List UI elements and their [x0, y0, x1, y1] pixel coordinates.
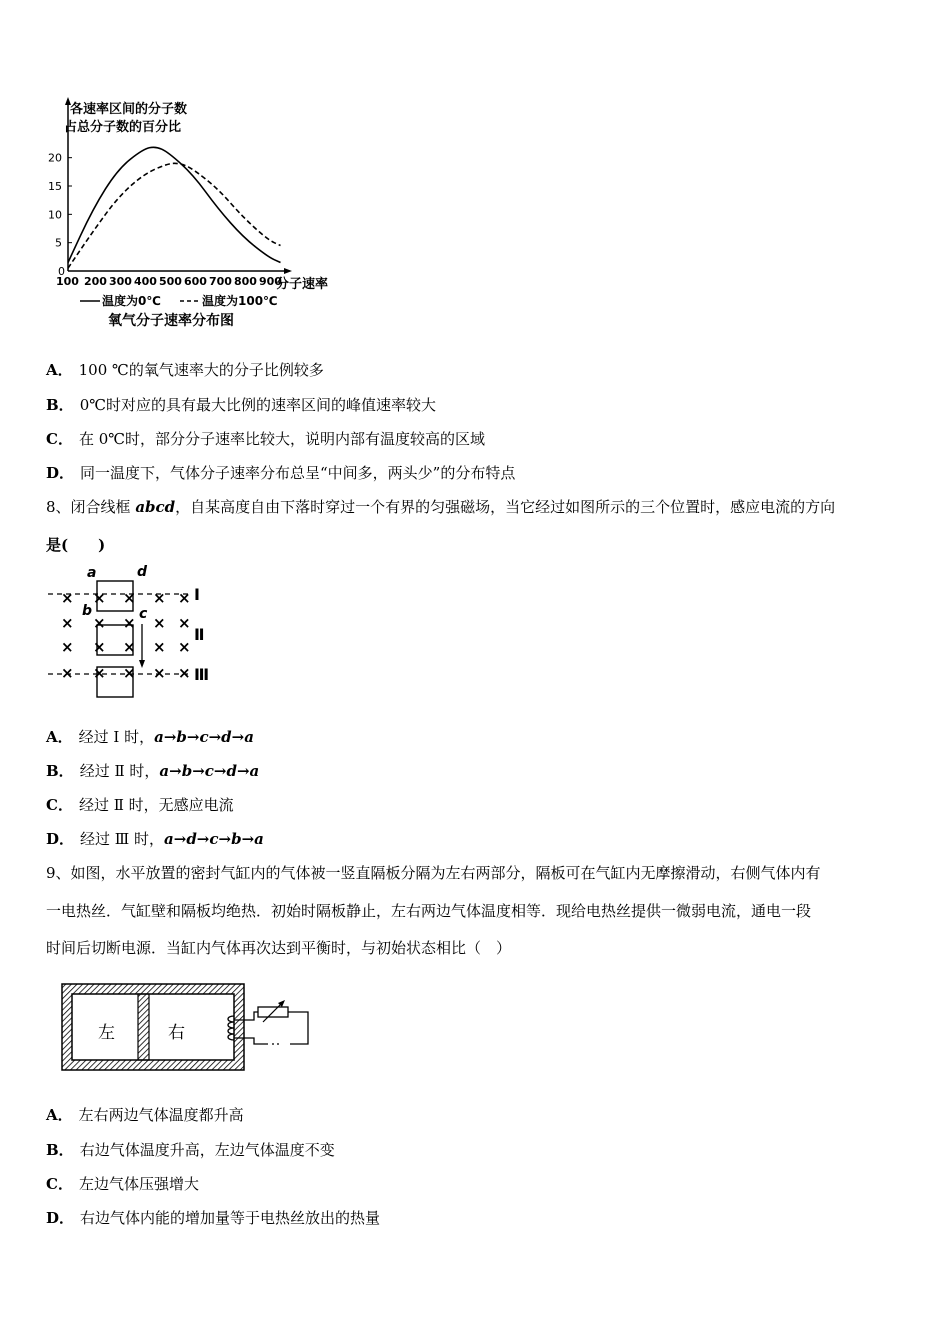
q8-option-d[interactable] — [46, 829, 264, 849]
y-tick-label: 20 — [48, 151, 62, 165]
q8-option-b[interactable] — [46, 761, 259, 781]
y-tick-label: 15 — [48, 180, 62, 193]
corner-label-d: d — [137, 564, 148, 580]
q7-option-a-label: A． — [46, 361, 73, 379]
field-cross-icon: × — [61, 589, 74, 607]
fall-direction-arrowhead — [139, 660, 145, 668]
q7-option-d-label: D． — [46, 464, 75, 482]
field-cross-icon: × — [93, 664, 106, 682]
q7-option-b-text: 0℃时对应的具有最大比例的速率区间的峰值速率较大 — [79, 396, 437, 414]
q7-option-d[interactable] — [46, 463, 515, 483]
q7-option-b-label: B． — [46, 396, 74, 414]
field-cross-icon: × — [178, 589, 191, 607]
field-cross-icon: × — [93, 614, 106, 632]
q8-stem-line1 — [46, 497, 835, 517]
q8-option-a[interactable] — [46, 727, 254, 747]
q9-option-c-text: 左边气体压强增大 — [78, 1175, 199, 1193]
q9-cylinder-figure — [58, 980, 318, 1075]
partition-plate — [138, 994, 149, 1060]
q8-option-b-label: B． — [46, 762, 74, 780]
chart-title: 氧气分子速率分布图 — [108, 313, 234, 329]
q8-option-a-text: 经过 Ⅰ 时， — [78, 728, 155, 746]
x-tick-label: 800 — [234, 275, 257, 288]
q8-magnetic-field-figure — [40, 562, 220, 704]
q7-option-b[interactable] — [46, 395, 436, 415]
region-label-2: Ⅱ — [194, 625, 205, 644]
q9-stem-line3: 时间后切断电源．当缸内气体再次达到平衡时，与初始状态相比（ ） — [46, 939, 512, 957]
chart-ylabel-line1: 各速率区间的分子数 — [70, 102, 188, 117]
heating-coil-icon — [228, 1016, 234, 1040]
corner-label-c: c — [139, 606, 148, 622]
legend-dashed-label: 温度为100℃ — [202, 294, 278, 308]
region-label-1: Ⅰ — [194, 585, 200, 604]
y-tick-label: 10 — [48, 208, 62, 222]
series-line-0c — [68, 147, 281, 262]
q9-stem-line2: 一电热丝．气缸壁和隔板均绝热．初始时隔板静止，左右两边气体温度相等．现给电热丝提供一微弱电流，通电一段 — [46, 902, 812, 920]
chart-x-arrow — [284, 268, 292, 274]
field-cross-icon: × — [178, 614, 191, 632]
field-cross-icon: × — [61, 614, 74, 632]
x-tick-label: 400 — [134, 275, 157, 288]
q7-option-a-text: 100 ℃的氧气速率大的分子比例较多 — [78, 361, 324, 379]
q9-option-d-label: D． — [46, 1209, 75, 1227]
field-cross-icon: × — [153, 638, 166, 656]
q9-option-c[interactable] — [46, 1174, 199, 1194]
right-chamber-label: 右 — [168, 1023, 185, 1043]
q7-option-d-text: 同一温度下，气体分子速率分布总呈“中间多，两头少”的分布特点 — [80, 464, 516, 482]
series-line-100c — [68, 163, 281, 268]
field-cross-icon: × — [93, 638, 106, 656]
corner-label-b: b — [82, 603, 93, 619]
field-cross-icon: × — [123, 664, 136, 682]
y-tick-label: 5 — [55, 236, 62, 250]
q8-option-a-path: a→b→c→d→a — [154, 728, 254, 746]
field-cross-icon: × — [123, 589, 136, 607]
x-tick-label: 300 — [109, 275, 132, 288]
x-tick-label: 900 — [259, 275, 282, 288]
field-cross-icon: × — [61, 638, 74, 656]
q8-stem-line2: 是( ) — [46, 536, 106, 554]
field-cross-icon: × — [123, 638, 136, 656]
chart-xlabel: 分子速率 — [276, 277, 329, 292]
q7-option-c-text: 在 0℃时，部分分子速率比较大，说明内部有温度较高的区域 — [78, 430, 486, 448]
q7-option-a[interactable] — [46, 360, 324, 380]
x-tick-label: 200 — [84, 275, 107, 288]
q8-option-b-path: a→b→c→d→a — [159, 762, 260, 780]
field-cross-icon: × — [123, 614, 136, 632]
field-cross-icon: × — [153, 664, 166, 682]
q8-option-c[interactable] — [46, 795, 234, 815]
q9-option-b-label: B． — [46, 1141, 74, 1159]
q9-option-b-text: 右边气体温度升高，左边气体温度不变 — [79, 1141, 335, 1159]
q8-option-b-text: 经过 Ⅱ 时， — [79, 762, 160, 780]
corner-label-a: a — [87, 565, 97, 581]
q8-option-c-label: C． — [46, 796, 73, 814]
q8-stem-rest: ，自某高度自由下落时穿过一个有界的匀强磁场，当它经过如图所示的三个位置时，感应电流的方向 — [175, 498, 836, 516]
q8-option-a-label: A． — [46, 728, 73, 746]
field-cross-icon: × — [178, 664, 191, 682]
speed-distribution-chart — [40, 95, 340, 340]
x-tick-label: 600 — [184, 275, 207, 288]
x-tick-label: 500 — [159, 275, 182, 288]
left-chamber-label: 左 — [98, 1023, 115, 1043]
q9-option-d-text: 右边气体内能的增加量等于电热丝放出的热量 — [80, 1209, 381, 1227]
cylinder-wall — [62, 984, 244, 1070]
q9-option-a-text: 左右两边气体温度都升高 — [78, 1106, 244, 1124]
q8-option-d-path: a→d→c→b→a — [164, 830, 264, 848]
q7-option-c[interactable] — [46, 429, 485, 449]
legend-solid-label: 温度为0℃ — [102, 294, 161, 308]
q9-option-c-label: C． — [46, 1175, 73, 1193]
q9-option-a-label: A． — [46, 1106, 73, 1124]
q8-stem-prefix: 8、闭合线框 — [46, 498, 136, 516]
field-cross-icon: × — [153, 589, 166, 607]
q9-option-a[interactable] — [46, 1105, 244, 1125]
q8-stem-var: abcd — [135, 498, 176, 516]
q8-option-d-text: 经过 Ⅲ 时， — [80, 830, 165, 848]
field-cross-icon: × — [153, 614, 166, 632]
q8-option-c-text: 经过 Ⅱ 时，无感应电流 — [78, 796, 234, 814]
q7-option-c-label: C． — [46, 430, 73, 448]
field-cross-icon: × — [178, 638, 191, 656]
field-cross-icon: × — [93, 589, 106, 607]
q9-option-d[interactable] — [46, 1208, 380, 1228]
q9-stem-line1: 9、如图，水平放置的密封气缸内的气体被一竖直隔板分隔为左右两部分，隔板可在气缸内无摩擦滑动，右侧气体内有 — [46, 864, 821, 882]
field-cross-icon: × — [61, 664, 74, 682]
y-tick-label: 0 — [58, 265, 65, 278]
chart-ylabel-line2: 占总分子数的百分比 — [64, 120, 182, 135]
x-tick-label: 700 — [209, 275, 232, 288]
chart-y-arrow — [65, 97, 71, 105]
region-label-3: Ⅲ — [194, 665, 210, 684]
x-tick-label: 100 — [56, 275, 79, 288]
q9-option-b[interactable] — [46, 1140, 335, 1160]
q8-option-d-label: D． — [46, 830, 75, 848]
